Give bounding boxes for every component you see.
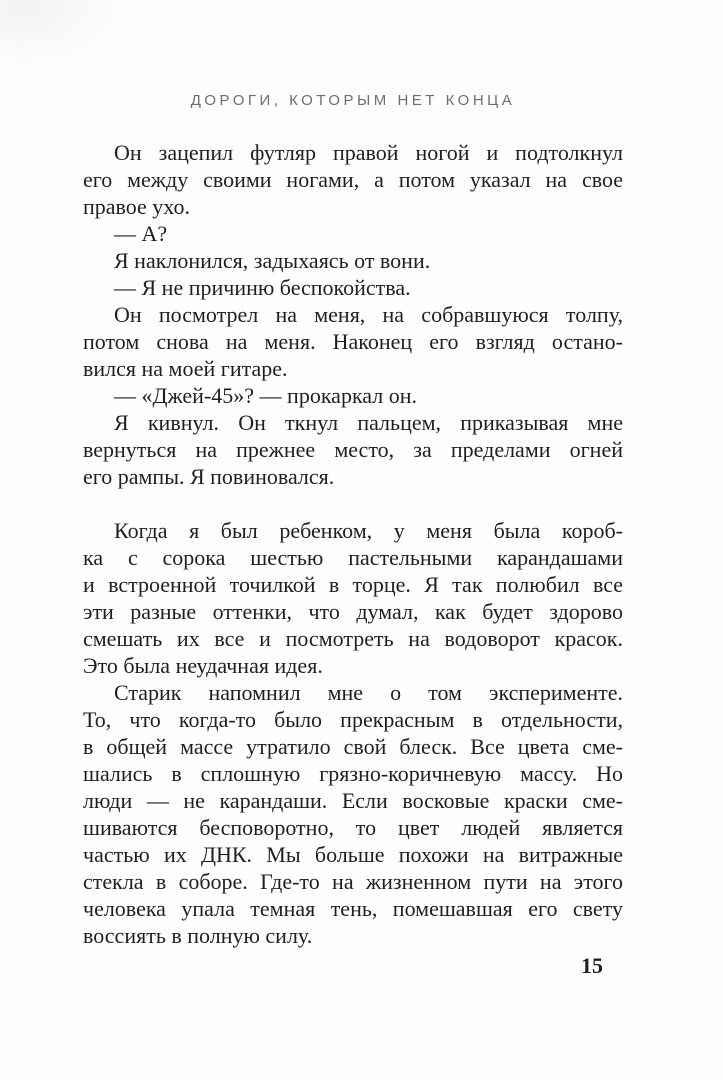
text-line: Он посмотрел на меня, на собравшуюся толпу, xyxy=(114,302,623,327)
text-line: шиваются бесповоротно, то цвет людей является xyxy=(83,815,623,840)
text-line: правое ухо. xyxy=(83,194,190,219)
text-line: в общей массе утратило свой блеск. Все цвета сме- xyxy=(83,734,623,759)
scan-smudge-artifact xyxy=(0,0,150,82)
page-number: 15 xyxy=(581,953,603,978)
text-line: Я наклонился, задыхаясь от вони. xyxy=(114,248,431,273)
text-line: Это была неудачная идея. xyxy=(83,653,323,678)
text-line: воссиять в полную силу. xyxy=(83,923,313,948)
text-line: Старик напомнил мне о том эксперименте. xyxy=(114,680,623,705)
paragraph xyxy=(83,382,623,409)
text-line: его между своими ногами, а потом указал на свое xyxy=(83,167,623,192)
text-line: частью их ДНК. Мы больше похожи на витражные xyxy=(83,842,623,867)
paragraph xyxy=(83,409,623,490)
text-line: вился на моей гитаре. xyxy=(83,356,288,381)
text-line: люди — не карандаши. Если восковые краски сме- xyxy=(83,788,623,813)
text-line: потом снова на меня. Наконец его взгляд остано- xyxy=(83,329,623,354)
section xyxy=(83,139,623,490)
text-line: То, что когда-то было прекрасным в отдельности, xyxy=(83,707,623,732)
paragraph xyxy=(83,220,623,247)
text-line: его рампы. Я повиновался. xyxy=(83,464,335,489)
text-line: вернуться на прежнее место, за пределами огней xyxy=(83,437,623,462)
text-line: Когда я был ребенком, у меня была короб- xyxy=(114,518,623,543)
text-line: Я кивнул. Он ткнул пальцем, приказывая мне xyxy=(114,410,623,435)
text-block xyxy=(83,139,623,949)
text-line: человека упала темная тень, помешавшая его свету xyxy=(83,896,623,921)
paragraph xyxy=(83,679,623,949)
paragraph xyxy=(83,274,623,301)
running-header: ДОРОГИ, КОТОРЫМ НЕТ КОНЦА xyxy=(190,92,516,109)
text-line: смешать их все и посмотреть на водоворот красок. xyxy=(83,626,623,651)
text-line: шались в сплошную грязно-коричневую массу. Но xyxy=(83,761,623,786)
text-line: стекла в соборе. Где-то на жизненном пути на этого xyxy=(83,869,623,894)
text-line: и встроенной точилкой в торце. Я так полюбил все xyxy=(83,572,623,597)
text-line: — Я не причиню беспокойства. xyxy=(114,275,411,300)
text-line: — «Джей-45»? — прокаркал он. xyxy=(114,383,418,408)
text-line: Он зацепил футляр правой ногой и подтолкнул xyxy=(114,140,623,165)
paragraph xyxy=(83,139,623,220)
text-line: — А? xyxy=(114,221,168,246)
text-line: эти разные оттенки, что думал, как будет здорово xyxy=(83,599,623,624)
paragraph xyxy=(83,301,623,382)
paragraph xyxy=(83,247,623,274)
text-line: ка с сорока шестью пастельными карандашами xyxy=(83,545,623,570)
paragraph xyxy=(83,517,623,679)
section xyxy=(83,517,623,949)
